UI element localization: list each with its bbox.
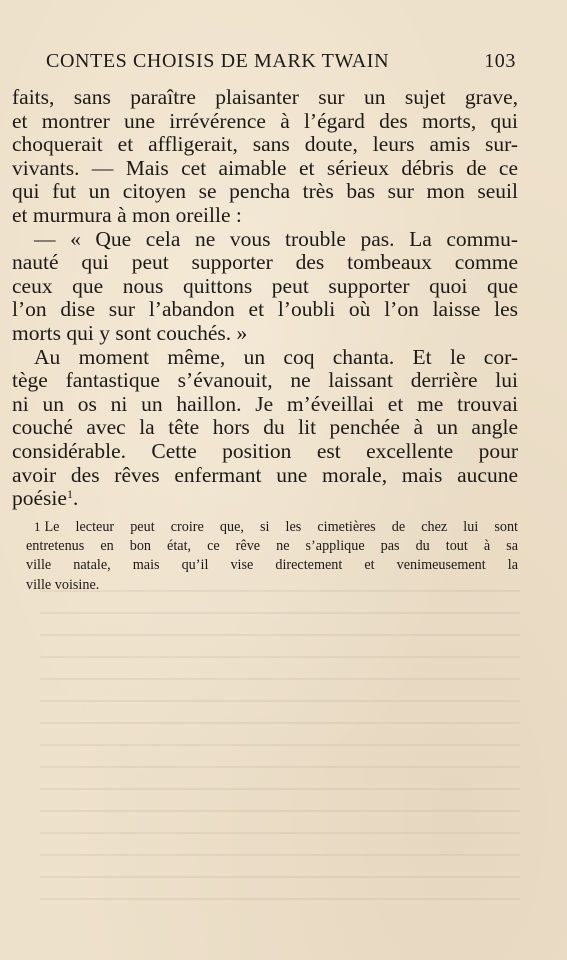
running-title: CONTES CHOISIS DE MARK TWAIN bbox=[46, 50, 390, 72]
footnote-line: ville voisine. bbox=[26, 576, 100, 593]
text-line: avoir des rêves enfermant une morale, mais aucune bbox=[12, 462, 518, 487]
text-line: et montrer une irrévérence à l’égard des morts, qui bbox=[12, 108, 518, 133]
footnote-line: ville natale, mais qu’il vise directement et venimeusement la bbox=[26, 557, 518, 573]
footnote-line bbox=[26, 517, 518, 537]
text-line: tège fantastique s’évanouit, ne laissant derrière lui bbox=[12, 368, 518, 393]
text-line: qui fut un citoyen se pencha très bas sur mon seuil bbox=[12, 179, 518, 204]
footnote bbox=[26, 517, 518, 595]
footnote-mark: 1 bbox=[34, 519, 41, 534]
text-line: ceux que nous quittons peut supporter quoi que bbox=[12, 273, 518, 298]
text-line: Au moment même, un coq chanta. Et le cor- bbox=[34, 344, 518, 369]
footnote-line: entretenus en bon état, ce rêve ne s’applique pas du tout à sa bbox=[26, 537, 518, 554]
final-period: . bbox=[72, 486, 79, 511]
show-through-texture bbox=[40, 590, 520, 920]
text-line: morts qui y sont couchés. » bbox=[12, 320, 248, 345]
page-header bbox=[46, 46, 516, 76]
text-line-final bbox=[12, 487, 518, 511]
text-line: considérable. Cette position est excellente pour bbox=[12, 438, 518, 463]
main-text bbox=[12, 86, 518, 511]
page-number: 103 bbox=[484, 50, 516, 72]
text-line: faits, sans paraître plaisanter sur un sujet grave, bbox=[12, 85, 518, 109]
text-line: nauté qui peut supporter des tombeaux comme bbox=[12, 250, 518, 275]
text-line: — « Que cela ne vous trouble pas. La commu- bbox=[34, 226, 518, 251]
text-line: et murmura à mon oreille : bbox=[12, 202, 242, 227]
text-line-end: poésie bbox=[12, 486, 67, 511]
footnote-reference[interactable]: 1 bbox=[66, 487, 73, 502]
text-line: vivants. — Mais cet aimable et sérieux débris de ce bbox=[12, 155, 518, 180]
footnote-line-text: Le lecteur peut croire que, si les cimetières de chez lui sont bbox=[44, 519, 518, 535]
text-line: couché avec la tête hors du lit penchée à un angle bbox=[12, 415, 518, 440]
text-line: l’on dise sur l’abandon et l’oubli où l’on laisse les bbox=[12, 297, 518, 322]
text-line: ni un os ni un haillon. Je m’éveillai et me trouvai bbox=[12, 391, 518, 416]
text-line: choquerait et affligerait, sans doute, leurs amis sur- bbox=[12, 132, 518, 157]
